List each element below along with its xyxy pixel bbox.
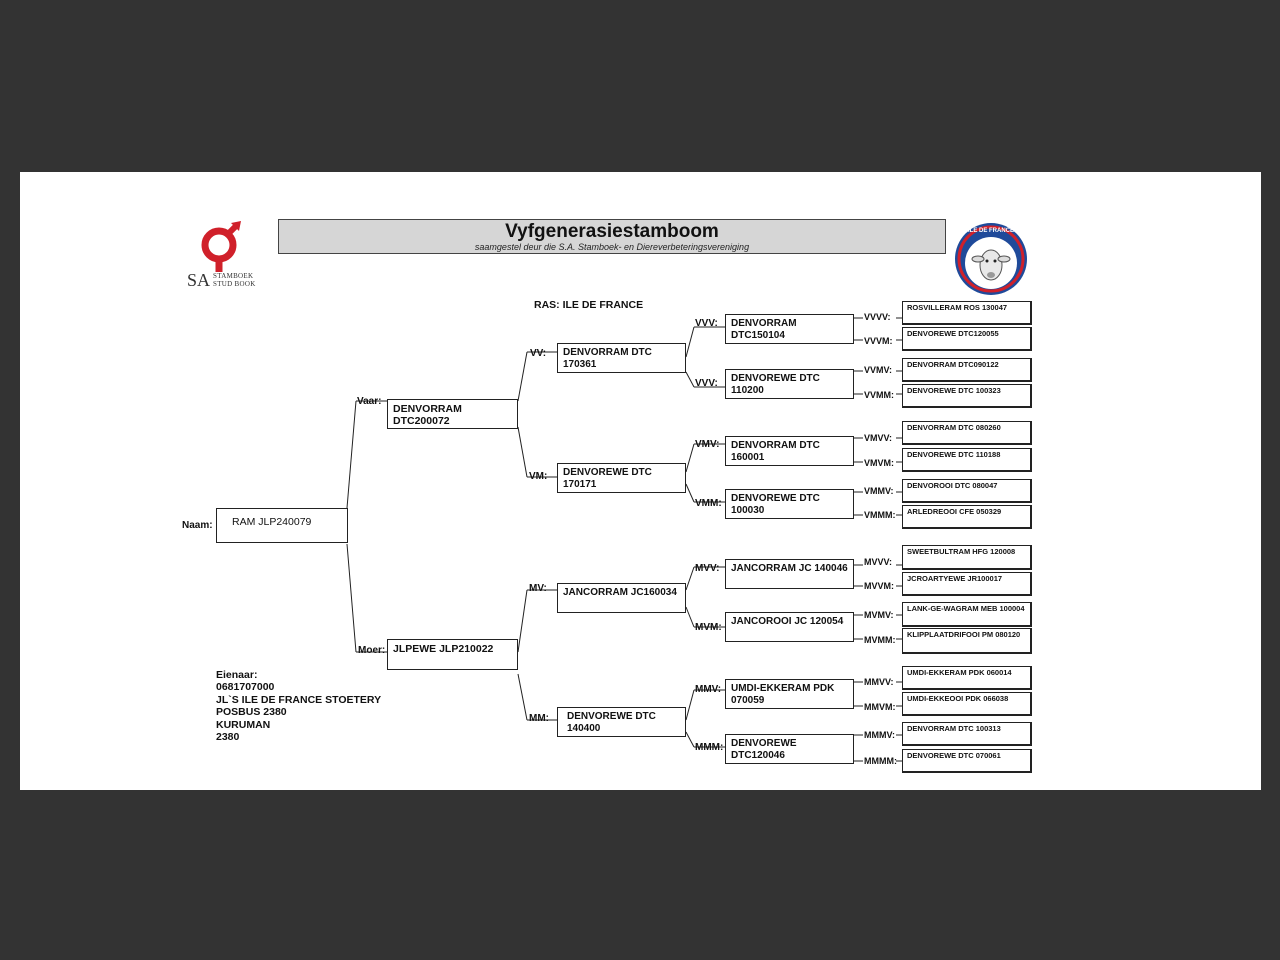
gen5-box-1 (902, 327, 1032, 351)
owner-stud-name: JL`S ILE DE FRANCE STOETERY (216, 693, 382, 706)
gen5-name-7: ARLEDREOOI CFE 050329 (907, 507, 1002, 516)
sa-studbook-logo (183, 220, 263, 292)
gen5-label-7: VMMM: (864, 510, 896, 520)
gen5-label-13: MMVM: (864, 702, 896, 712)
sa-logo-main-text: SA (187, 270, 211, 290)
gen4-box-3 (725, 489, 854, 519)
sa-logo-line2: STUD BOOK (213, 280, 256, 288)
gen2-label-sire: Vaar: (357, 396, 382, 407)
gen5-name-2: DENVORRAM DTC090122 (907, 360, 999, 369)
gen5-name-5: DENVOREWE DTC 110188 (907, 450, 1001, 459)
gen3-label-1: VM: (529, 471, 548, 482)
gen4-box-2 (725, 436, 854, 466)
gen4-name-0: DENVORRAM DTC150104 (731, 318, 797, 341)
gen5-name-12: UMDI-EKKERAM PDK 060014 (907, 668, 1012, 677)
gen5-label-11: MVMM: (864, 635, 896, 645)
gen5-name-8: SWEETBULTRAM HFG 120008 (907, 547, 1016, 556)
gen4-label-4: MVV: (695, 563, 720, 574)
gen4-name-3: DENVOREWE DTC 100030 (731, 493, 820, 516)
gen5-name-13: UMDI-EKKEOOI PDK 066038 (907, 694, 1009, 703)
gen3-label-2: MV: (529, 583, 547, 594)
gen5-box-12 (902, 666, 1032, 690)
gen2-box-dam (387, 639, 518, 670)
gen2-name-sire: DENVORRAM DTC200072 (393, 403, 462, 427)
gen4-label-3: VMM: (695, 498, 722, 509)
gen5-name-9: JCROARTYEWE JR100017 (907, 574, 1003, 583)
gen5-box-7 (902, 505, 1032, 529)
gen3-name-2: JANCORRAM JC160034 (563, 587, 677, 598)
gen4-box-4 (725, 559, 854, 589)
gen2-box-sire (387, 399, 518, 429)
gen5-label-2: VVMV: (864, 365, 893, 375)
gen5-label-14: MMMV: (864, 730, 895, 740)
gen5-label-3: VVMM: (864, 390, 894, 400)
gen5-box-6 (902, 479, 1032, 503)
gen5-label-15: MMMM: (864, 756, 897, 766)
animal-name-label: Naam: (182, 520, 213, 531)
gen4-label-1: VVV: (695, 378, 718, 389)
gen4-name-1: DENVOREWE DTC 110200 (731, 373, 820, 396)
gen3-name-0: DENVORRAM DTC 170361 (563, 347, 652, 370)
gen4-label-6: MMV: (695, 684, 722, 695)
gen5-box-14 (902, 722, 1032, 746)
sa-logo-line1: STAMBOEK (213, 272, 254, 280)
gen3-name-3: DENVOREWE DTC 140400 (567, 711, 656, 734)
gen3-label-3: MM: (529, 713, 549, 724)
gen5-label-8: MVVV: (864, 557, 893, 567)
owner-phone: 0681707000 (216, 681, 275, 694)
page-title: Vyfgenerasiestamboom (505, 221, 719, 242)
gen5-name-3: DENVOREWE DTC 100323 (907, 386, 1001, 395)
gen5-label-5: VMVM: (864, 458, 894, 468)
gen5-label-4: VMVV: (864, 433, 893, 443)
gen3-label-0: VV: (530, 348, 547, 359)
breed-label: RAS: ILE DE FRANCE (534, 299, 644, 311)
gen4-name-5: JANCOROOI JC 120054 (731, 616, 844, 627)
gen2-label-dam: Moer: (358, 645, 386, 656)
gen5-box-0 (902, 301, 1032, 325)
gen3-box-1 (557, 463, 686, 493)
ile-logo-text: ILE DE FRANCE (967, 228, 1014, 234)
owner-heading: Eienaar: (216, 669, 258, 681)
gen4-label-0: VVV: (695, 318, 718, 329)
animal-name: RAM JLP240079 (232, 516, 312, 528)
gen5-box-15 (902, 749, 1032, 773)
gen5-name-6: DENVOROOI DTC 080047 (907, 481, 998, 490)
gen5-label-12: MMVV: (864, 677, 894, 687)
gen5-label-6: VMMV: (864, 486, 894, 496)
gen5-label-0: VVVV: (864, 312, 891, 322)
gen4-name-2: DENVORRAM DTC 160001 (731, 440, 820, 463)
gen4-label-5: MVM: (695, 622, 722, 633)
owner-town: KURUMAN (216, 718, 271, 731)
page-subtitle: saamgestel deur die S.A. Stamboek- en Diereverbeteringsvereniging (474, 242, 750, 252)
gen5-box-8 (902, 545, 1032, 570)
gen5-name-14: DENVORRAM DTC 100313 (907, 724, 1001, 733)
gen4-box-5 (725, 612, 854, 642)
gen5-box-10 (902, 602, 1032, 627)
gen5-label-1: VVVM: (864, 336, 893, 346)
pedigree-sheet (20, 172, 1261, 790)
gen4-label-2: VMV: (695, 439, 720, 450)
gen5-label-10: MVMV: (864, 610, 894, 620)
gen5-name-0: ROSVILLERAM ROS 130047 (907, 303, 1008, 312)
gen5-label-9: MVVM: (864, 581, 894, 591)
gen4-name-4: JANCORRAM JC 140046 (731, 563, 848, 574)
gen5-box-3 (902, 384, 1032, 408)
gen3-box-0 (557, 343, 686, 373)
gen5-box-13 (902, 692, 1032, 716)
gen5-name-15: DENVOREWE DTC 070061 (907, 751, 1001, 760)
ile-de-france-logo (953, 221, 1029, 297)
gen2-name-dam: JLPEWE JLP210022 (393, 643, 494, 655)
title-bar (278, 219, 946, 254)
gen4-box-6 (725, 679, 854, 709)
owner-block (216, 669, 381, 743)
gen3-name-1: DENVOREWE DTC 170171 (563, 467, 652, 490)
gen5-box-11 (902, 628, 1032, 654)
owner-postal-code: 2380 (216, 731, 240, 744)
animal-name-box (216, 508, 348, 543)
gen4-label-7: MMM: (695, 742, 724, 753)
gen5-box-2 (902, 358, 1032, 382)
gen4-name-7: DENVOREWE DTC120046 (731, 738, 797, 761)
gen5-box-5 (902, 448, 1032, 472)
gen5-name-4: DENVORRAM DTC 080260 (907, 423, 1001, 432)
gen4-box-7 (725, 734, 854, 764)
gen5-name-10: LANK-GE-WAGRAM MEB 100004 (907, 604, 1025, 613)
gen3-box-2 (557, 583, 686, 613)
gen4-box-0 (725, 314, 854, 344)
gen4-box-1 (725, 369, 854, 399)
gen4-name-6: UMDI-EKKERAM PDK 070059 (731, 683, 835, 706)
gen5-box-4 (902, 421, 1032, 445)
gen5-name-11: KLIPPLAATDRIFOOI PM 080120 (907, 630, 1021, 639)
owner-postal-box: POSBUS 2380 (216, 706, 287, 719)
gen3-box-3 (557, 707, 686, 737)
gen5-name-1: DENVOREWE DTC120055 (907, 329, 999, 338)
gen5-box-9 (902, 572, 1032, 596)
